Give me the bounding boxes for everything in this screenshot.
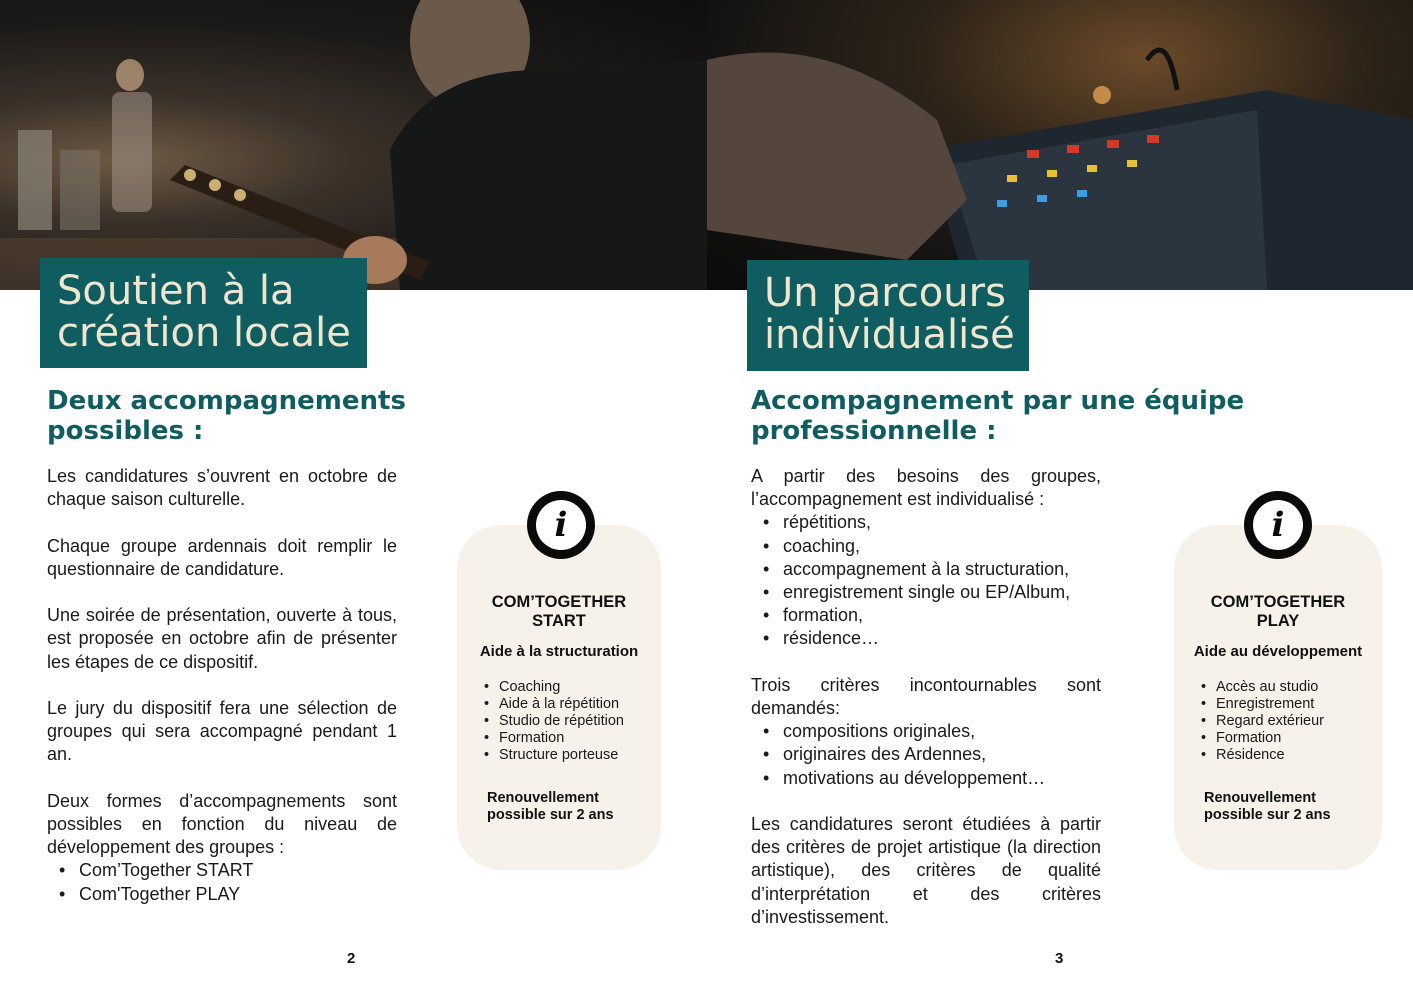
mixing-console-illustration — [707, 0, 1413, 290]
card-title: COM’TOGETHER PLAY — [1210, 593, 1346, 630]
info-icon: i — [1244, 491, 1312, 559]
bullet-list — [751, 511, 1101, 650]
paragraph: Trois critères incontournables sont demandés: — [751, 674, 1101, 719]
list-item: • Résidence — [1199, 747, 1324, 764]
list-item: • Formation — [482, 730, 624, 747]
paragraph: Le jury du dispositif fera une sélection de groupes qui sera accompagné pendant 1 an. — [47, 697, 397, 765]
card-list — [1199, 679, 1324, 764]
list-item: • Com'Together PLAY — [47, 883, 397, 906]
mixing-console-photo — [707, 0, 1413, 290]
guitarist-concert-photo — [0, 0, 707, 290]
list-item: • Aide à la répétition — [482, 696, 624, 713]
list-item: • résidence… — [751, 627, 1101, 650]
info-card-play — [1174, 525, 1382, 870]
right-page-title: Un parcours individualisé — [747, 260, 1029, 371]
page-number: 3 — [1055, 950, 1064, 967]
guitarist-photo-illustration — [0, 0, 707, 290]
list-item: • originaires des Ardennes, — [751, 743, 1101, 766]
left-page-title: Soutien à la création locale — [40, 258, 367, 368]
list-item: • formation, — [751, 604, 1101, 627]
list-item: • compositions originales, — [751, 720, 1101, 743]
page-number: 2 — [347, 950, 356, 967]
list-item: • accompagnement à la structuration, — [751, 558, 1101, 581]
left-body-text — [47, 465, 397, 929]
list-item: • Com’Together START — [47, 859, 397, 882]
paragraph: Les candidatures s’ouvrent en octobre de chaque saison culturelle. — [47, 466, 397, 510]
info-card-start — [457, 525, 661, 870]
right-subheading: Accompagnement par une équipe professionnelle : — [751, 386, 1245, 446]
list-item: • motivations au développement… — [751, 767, 1101, 790]
paragraph: Chaque groupe ardennais doit remplir le questionnaire de candidature. — [47, 535, 397, 579]
paragraph: Les candidatures seront étudiées à partir des critères de projet artistique (la direction artistique), des critères de qualité d’interprétation et des critères d’investissement. — [751, 814, 1101, 927]
bullet-list — [47, 859, 397, 905]
list-item: • coaching, — [751, 535, 1101, 558]
paragraph: Une soirée de présentation, ouverte à tous, est proposée en octobre afin de présenter les étapes de ce dispositif. — [47, 605, 397, 672]
left-subheading: Deux accompagnements possibles : — [47, 386, 406, 446]
list-item: • Formation — [1199, 730, 1324, 747]
title-notch — [307, 258, 367, 300]
card-subtitle: Aide à la structuration — [479, 643, 639, 660]
list-item: • Studio de répétition — [482, 713, 624, 730]
list-item: • Regard extérieur — [1199, 713, 1324, 730]
card-title: COM’TOGETHER START — [491, 593, 627, 630]
list-item: • enregistrement single ou EP/Album, — [751, 581, 1101, 604]
renewal-note: Renouvellement possible sur 2 ans — [487, 790, 614, 823]
right-body-text — [751, 465, 1101, 929]
list-item: • Accès au studio — [1199, 679, 1324, 696]
list-item: • Coaching — [482, 679, 624, 696]
paragraph: A partir des besoins des groupes, l’accompagnement est individualisé : — [751, 466, 1101, 510]
card-subtitle: Aide au développement — [1193, 643, 1363, 660]
renewal-note: Renouvellement possible sur 2 ans — [1204, 790, 1331, 823]
list-item: • Structure porteuse — [482, 747, 624, 764]
list-item: • répétitions, — [751, 511, 1101, 534]
paragraph: Deux formes d’accompagnements sont possibles en fonction du niveau de développement des groupes : — [47, 790, 397, 858]
info-icon: i — [527, 491, 595, 559]
list-item: • Enregistrement — [1199, 696, 1324, 713]
bullet-list — [751, 720, 1101, 790]
card-list — [482, 679, 624, 764]
